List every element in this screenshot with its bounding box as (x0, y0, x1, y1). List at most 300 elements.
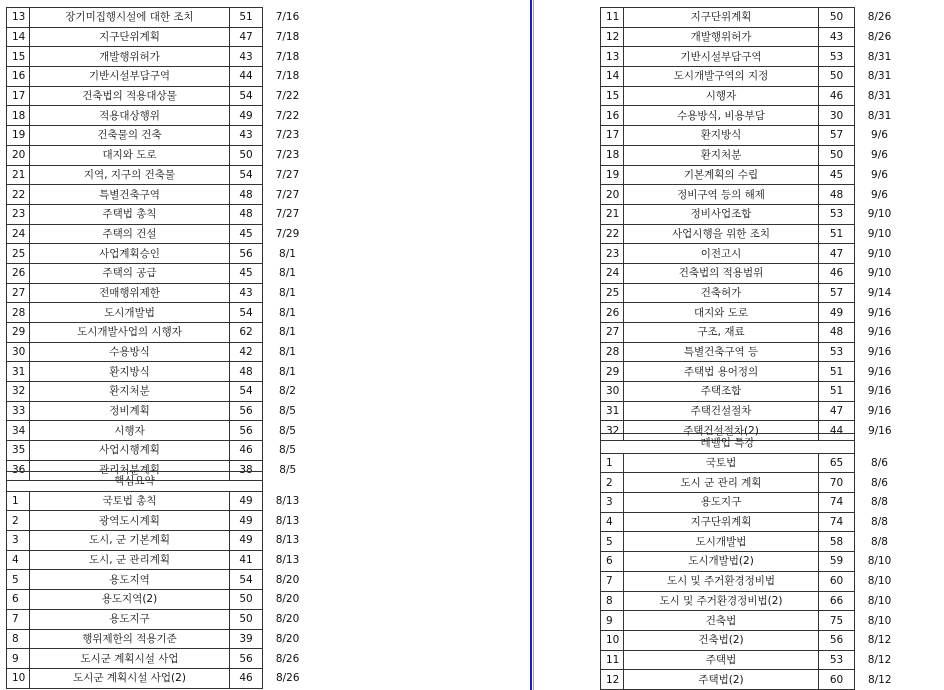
page-count: 46 (230, 668, 263, 688)
lecture-date: 8/12 (867, 634, 892, 647)
lecture-date: 9/14 (867, 286, 892, 299)
page-count: 54 (230, 570, 263, 590)
lecture-title: 도시 군 관리 계획 (624, 473, 819, 493)
row-number: 34 (7, 421, 30, 441)
lecture-date: 7/27 (275, 188, 300, 201)
lecture-date: 7/18 (275, 70, 300, 83)
page-count: 49 (230, 106, 263, 126)
table-row (601, 591, 899, 611)
row-number: 33 (7, 401, 30, 421)
table-row (7, 531, 307, 551)
lecture-title: 정비구역 등의 해제 (624, 185, 819, 205)
page-count: 49 (230, 491, 263, 511)
table-row (7, 362, 307, 382)
lecture-date: 9/16 (867, 405, 892, 418)
table-row (7, 224, 307, 244)
lecture-title: 행위제한의 적용기준 (30, 629, 230, 649)
page-count: 48 (230, 362, 263, 382)
row-number: 19 (7, 126, 30, 146)
table-row (7, 441, 307, 461)
lecture-date: 8/1 (279, 267, 296, 280)
lecture-title: 건축물의 건축 (30, 126, 230, 146)
lecture-title: 구조, 재료 (624, 323, 819, 343)
row-number: 15 (7, 47, 30, 67)
page-divider-line (530, 0, 532, 690)
lecture-title: 주택건설절차 (624, 401, 819, 421)
page-count: 56 (230, 649, 263, 669)
page-count: 38 (230, 460, 263, 480)
row-number: 25 (601, 283, 624, 303)
page-count: 47 (230, 27, 263, 47)
lecture-title: 주택법 (624, 650, 819, 670)
table-row (7, 283, 307, 303)
row-number: 8 (7, 629, 30, 649)
table-row (7, 8, 307, 28)
table-row (7, 106, 307, 126)
table-row (7, 67, 307, 87)
table-row (601, 493, 899, 513)
page-count: 50 (819, 145, 855, 165)
table-row (601, 453, 899, 473)
lecture-title: 적용대상행위 (30, 106, 230, 126)
table-row (601, 512, 899, 532)
page-count: 50 (230, 590, 263, 610)
lecture-date: 7/22 (275, 90, 300, 103)
lecture-date: 9/6 (871, 149, 888, 162)
lecture-title: 정비계획 (30, 401, 230, 421)
lecture-title: 도시 및 주거환경정비법(2) (624, 591, 819, 611)
page-count: 54 (230, 303, 263, 323)
lecture-title: 사업시행계획 (30, 441, 230, 461)
lecture-title: 주택건설절차(2) (624, 421, 819, 441)
lecture-title: 주택법(2) (624, 670, 819, 690)
lecture-title: 관리처분계획 (30, 460, 230, 480)
lecture-date: 8/8 (871, 535, 888, 548)
table-row (7, 570, 307, 590)
row-number: 30 (601, 382, 624, 402)
table-row (7, 323, 307, 343)
lecture-date: 8/1 (279, 365, 296, 378)
table-row (601, 126, 899, 146)
page-count: 46 (819, 263, 855, 283)
row-number: 16 (7, 67, 30, 87)
row-number: 28 (7, 303, 30, 323)
row-number: 12 (601, 670, 624, 690)
page-count: 54 (230, 382, 263, 402)
row-number: 21 (601, 204, 624, 224)
table-row (601, 106, 899, 126)
lecture-title: 전매행위제한 (30, 283, 230, 303)
lecture-date: 9/6 (871, 168, 888, 181)
table-row (7, 668, 307, 688)
page-count: 66 (819, 591, 855, 611)
row-number: 3 (601, 493, 624, 513)
row-number: 11 (601, 650, 624, 670)
lecture-title: 건축법 (624, 611, 819, 631)
lecture-title: 수용방식, 비용부담 (624, 106, 819, 126)
row-number: 7 (601, 571, 624, 591)
page-count: 53 (819, 47, 855, 67)
lecture-date: 8/5 (279, 424, 296, 437)
page-count: 41 (230, 550, 263, 570)
lecture-date: 8/31 (867, 70, 892, 83)
table-row (601, 382, 899, 402)
page-count: 60 (819, 670, 855, 690)
row-number: 7 (7, 609, 30, 629)
row-number: 27 (601, 323, 624, 343)
lecture-date: 7/27 (275, 168, 300, 181)
lecture-date: 8/31 (867, 90, 892, 103)
table-row (601, 224, 899, 244)
row-number: 16 (601, 106, 624, 126)
lecture-date: 8/5 (279, 444, 296, 457)
row-number: 4 (601, 512, 624, 532)
table-row (7, 27, 307, 47)
row-number: 13 (7, 8, 30, 28)
lecture-title: 기반시설부담구역 (624, 47, 819, 67)
lecture-date: 7/18 (275, 31, 300, 44)
page-count: 65 (819, 453, 855, 473)
table-row (601, 47, 899, 67)
row-number: 20 (601, 185, 624, 205)
table-row (7, 629, 307, 649)
lecture-title: 건축허가 (624, 283, 819, 303)
lecture-title: 주택법 용어정의 (624, 362, 819, 382)
lecture-table-core-summary (6, 471, 307, 689)
table-row (601, 165, 899, 185)
lecture-date: 8/1 (279, 326, 296, 339)
lecture-title: 건축법의 적용대상물 (30, 86, 230, 106)
page-count: 44 (819, 421, 855, 441)
row-number: 31 (7, 362, 30, 382)
table-row (601, 27, 899, 47)
row-number: 5 (7, 570, 30, 590)
lecture-title: 도시개발법 (624, 532, 819, 552)
table-row (601, 552, 899, 572)
lecture-title: 환지방식 (624, 126, 819, 146)
table-row (7, 204, 307, 224)
page-count: 48 (819, 323, 855, 343)
lecture-date: 9/10 (867, 247, 892, 260)
table-row (601, 283, 899, 303)
lecture-date: 8/26 (275, 672, 300, 685)
lecture-table-right-top (600, 7, 899, 441)
page-count: 45 (819, 165, 855, 185)
lecture-date: 7/27 (275, 208, 300, 221)
table-row (7, 550, 307, 570)
page-count: 49 (230, 511, 263, 531)
page-count: 53 (819, 204, 855, 224)
lecture-date: 9/10 (867, 208, 892, 221)
page-count: 47 (819, 401, 855, 421)
table-caption: 레벨업 특강 (601, 434, 855, 454)
row-number: 27 (7, 283, 30, 303)
table-row (601, 244, 899, 264)
page-count: 58 (819, 532, 855, 552)
row-number: 21 (7, 165, 30, 185)
page-count: 43 (230, 47, 263, 67)
lecture-title: 국토법 (624, 453, 819, 473)
table-row (601, 86, 899, 106)
page-count: 45 (230, 224, 263, 244)
lecture-date: 8/10 (867, 614, 892, 627)
lecture-title: 도시개발사업의 시행자 (30, 323, 230, 343)
lecture-title: 주택조합 (624, 382, 819, 402)
lecture-title: 주택의 공급 (30, 263, 230, 283)
row-number: 32 (601, 421, 624, 441)
lecture-table-levelup (600, 433, 899, 690)
lecture-date: 8/1 (279, 346, 296, 359)
row-number: 3 (7, 531, 30, 551)
table-row (601, 571, 899, 591)
page-divider-shadow (533, 0, 534, 690)
row-number: 24 (601, 263, 624, 283)
page-count: 39 (230, 629, 263, 649)
lecture-title: 특별건축구역 등 (624, 342, 819, 362)
page-count: 70 (819, 473, 855, 493)
lecture-title: 도시군 계획시설 사업 (30, 649, 230, 669)
lecture-title: 사업계획승인 (30, 244, 230, 264)
lecture-date: 9/6 (871, 129, 888, 142)
row-number: 30 (7, 342, 30, 362)
row-number: 22 (601, 224, 624, 244)
lecture-title: 특별건축구역 (30, 185, 230, 205)
table-row (7, 401, 307, 421)
table-row (601, 611, 899, 631)
row-number: 10 (7, 668, 30, 688)
lecture-title: 기반시설부담구역 (30, 67, 230, 87)
lecture-date: 8/12 (867, 673, 892, 686)
lecture-date: 9/16 (867, 385, 892, 398)
page-count: 74 (819, 493, 855, 513)
table-row (7, 590, 307, 610)
lecture-title: 장기미집행시설에 대한 조치 (30, 8, 230, 28)
page-count: 45 (230, 263, 263, 283)
lecture-title: 도시, 군 관리계획 (30, 550, 230, 570)
lecture-date: 8/20 (275, 573, 300, 586)
lecture-title: 시행자 (624, 86, 819, 106)
page-count: 50 (230, 609, 263, 629)
table-row (7, 86, 307, 106)
table-row (601, 362, 899, 382)
table-row (7, 145, 307, 165)
lecture-title: 시행자 (30, 421, 230, 441)
table-row (7, 165, 307, 185)
lecture-title: 개발행위허가 (30, 47, 230, 67)
lecture-title: 도시개발법 (30, 303, 230, 323)
table-row (601, 303, 899, 323)
lecture-date: 9/10 (867, 267, 892, 280)
table-row (601, 145, 899, 165)
lecture-date: 7/22 (275, 109, 300, 122)
page-count: 51 (819, 224, 855, 244)
lecture-date: 8/20 (275, 613, 300, 626)
table-row (7, 263, 307, 283)
lecture-title: 도시개발법(2) (624, 552, 819, 572)
row-number: 14 (7, 27, 30, 47)
row-number: 4 (7, 550, 30, 570)
row-number: 18 (7, 106, 30, 126)
lecture-date: 8/2 (279, 385, 296, 398)
row-number: 14 (601, 67, 624, 87)
table-row (601, 473, 899, 493)
lecture-title: 개발행위허가 (624, 27, 819, 47)
lecture-title: 건축법(2) (624, 630, 819, 650)
table-row (7, 649, 307, 669)
table-row (7, 303, 307, 323)
lecture-title: 환지처분 (624, 145, 819, 165)
row-number: 29 (601, 362, 624, 382)
page-count: 54 (230, 86, 263, 106)
page-count: 74 (819, 512, 855, 532)
lecture-date: 9/16 (867, 326, 892, 339)
lecture-title: 환지처분 (30, 382, 230, 402)
table-row (7, 491, 307, 511)
table-row (601, 204, 899, 224)
lecture-title: 대지와 도로 (624, 303, 819, 323)
lecture-date: 8/1 (279, 247, 296, 260)
lecture-date: 7/23 (275, 149, 300, 162)
row-number: 9 (601, 611, 624, 631)
page-count: 50 (819, 67, 855, 87)
page-count: 44 (230, 67, 263, 87)
lecture-title: 지역, 지구의 건축물 (30, 165, 230, 185)
page-count: 42 (230, 342, 263, 362)
table-row (601, 630, 899, 650)
table-row (7, 126, 307, 146)
row-number: 22 (7, 185, 30, 205)
page-count: 56 (230, 401, 263, 421)
lecture-title: 대지와 도로 (30, 145, 230, 165)
row-number: 8 (601, 591, 624, 611)
page-count: 49 (230, 531, 263, 551)
lecture-date: 8/10 (867, 594, 892, 607)
lecture-title: 도시, 군 기본계획 (30, 531, 230, 551)
table-row (7, 609, 307, 629)
table-row (7, 244, 307, 264)
lecture-title: 주택의 건설 (30, 224, 230, 244)
lecture-date: 8/26 (275, 652, 300, 665)
lecture-title: 지구단위계획 (624, 8, 819, 28)
table-row (7, 421, 307, 441)
row-number: 9 (7, 649, 30, 669)
lecture-date: 7/18 (275, 50, 300, 63)
table-row (601, 263, 899, 283)
page-count: 53 (819, 650, 855, 670)
lecture-date: 9/16 (867, 346, 892, 359)
row-number: 26 (7, 263, 30, 283)
table-row (601, 650, 899, 670)
page-count: 54 (230, 165, 263, 185)
table-row (7, 342, 307, 362)
lecture-title: 이전고시 (624, 244, 819, 264)
page-count: 50 (230, 145, 263, 165)
table-row (601, 323, 899, 343)
page-count: 60 (819, 571, 855, 591)
table-row (7, 382, 307, 402)
page-count: 50 (819, 8, 855, 28)
lecture-date: 8/5 (279, 464, 297, 477)
row-number: 25 (7, 244, 30, 264)
table-row (601, 67, 899, 87)
page-count: 51 (819, 362, 855, 382)
lecture-date: 9/16 (867, 424, 892, 437)
page-count: 56 (230, 244, 263, 264)
row-number: 2 (601, 473, 624, 493)
page-count: 57 (819, 283, 855, 303)
page-count: 43 (230, 126, 263, 146)
lecture-date: 8/13 (275, 514, 300, 527)
lecture-title: 정비사업조합 (624, 204, 819, 224)
page-count: 56 (230, 421, 263, 441)
lecture-date: 7/23 (275, 129, 300, 142)
row-number: 32 (7, 382, 30, 402)
row-number: 5 (601, 532, 624, 552)
page-count: 43 (230, 283, 263, 303)
lecture-date: 8/6 (871, 457, 888, 470)
lecture-date: 8/8 (871, 516, 888, 529)
page-count: 57 (819, 126, 855, 146)
table-row (601, 670, 899, 690)
lecture-date: 8/5 (279, 405, 296, 418)
lecture-date: 8/20 (275, 632, 300, 645)
lecture-date: 8/8 (871, 496, 888, 509)
lecture-title: 국토법 총칙 (30, 491, 230, 511)
table-row (601, 8, 899, 28)
lecture-date: 8/13 (275, 554, 300, 567)
page-count: 46 (819, 86, 855, 106)
lecture-title: 건축법의 적용범위 (624, 263, 819, 283)
row-number: 29 (7, 323, 30, 343)
lecture-title: 도시 및 주거환경정비법 (624, 571, 819, 591)
page-count: 48 (819, 185, 855, 205)
row-number: 15 (601, 86, 624, 106)
row-number: 6 (7, 590, 30, 610)
table-row (601, 532, 899, 552)
row-number: 31 (601, 401, 624, 421)
table-row (601, 342, 899, 362)
row-number: 12 (601, 27, 624, 47)
page-count: 48 (230, 204, 263, 224)
lecture-title: 용도지역 (30, 570, 230, 590)
lecture-date: 9/16 (867, 306, 892, 319)
lecture-date: 8/31 (867, 109, 892, 122)
page-count: 56 (819, 630, 855, 650)
lecture-date: 8/1 (279, 286, 296, 299)
table-row (7, 511, 307, 531)
row-number: 10 (601, 630, 624, 650)
lecture-date: 8/12 (867, 653, 892, 666)
lecture-title: 용도지구 (624, 493, 819, 513)
lecture-table-left-top (6, 7, 307, 481)
lecture-title: 용도지역(2) (30, 590, 230, 610)
lecture-title: 환지방식 (30, 362, 230, 382)
row-number: 23 (601, 244, 624, 264)
lecture-date: 7/16 (275, 11, 300, 24)
page-count: 75 (819, 611, 855, 631)
lecture-title: 수용방식 (30, 342, 230, 362)
row-number: 35 (7, 441, 30, 461)
table-caption: 핵심요약 (7, 472, 263, 492)
lecture-date: 8/26 (867, 31, 892, 44)
row-number: 28 (601, 342, 624, 362)
row-number: 18 (601, 145, 624, 165)
lecture-date: 8/6 (871, 476, 888, 489)
row-number: 36 (7, 460, 30, 480)
lecture-date: 8/1 (279, 306, 296, 319)
table-row (601, 185, 899, 205)
page-count: 46 (230, 441, 263, 461)
